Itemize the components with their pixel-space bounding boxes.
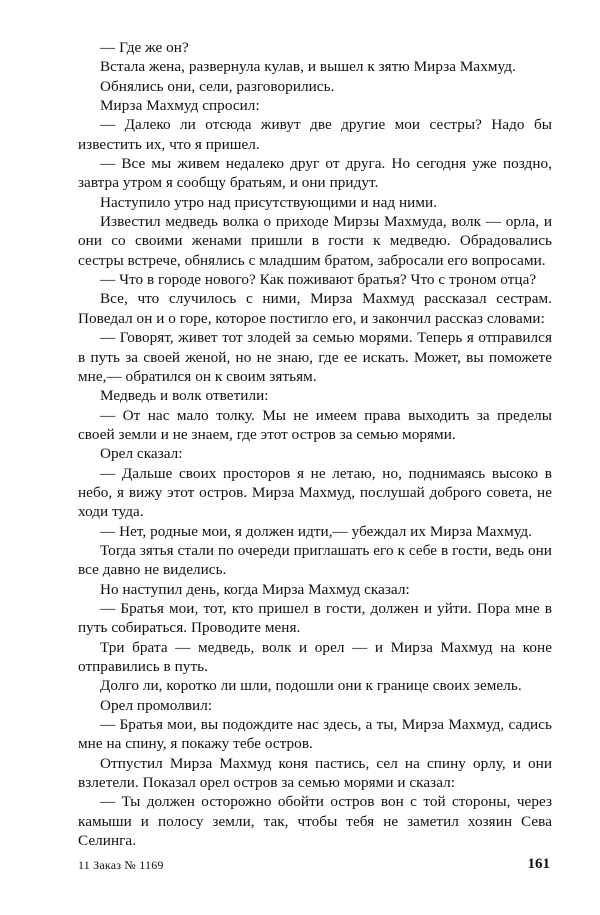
paragraph: — Говорят, живет тот злодей за семью морями. Теперь я отправился в путь за своей женой, но не знаю, где ее искать. Может, вы поможете мне,— обратился он к своим зятьям.	[78, 329, 552, 385]
paragraph: — Что в городе нового? Как поживают братья? Что с троном отца?	[100, 271, 537, 289]
paragraph: Наступило утро над присутствующими и над ними.	[100, 193, 438, 211]
paragraph: — Все мы живем недалеко друг от друга. Но сегодня уже поздно, завтра утром я сообщу братьям, и они придут.	[78, 155, 552, 192]
page-body	[78, 38, 552, 850]
paragraph: Три брата — медведь, волк и орел — и Мирза Махмуд на коне отправились в путь.	[78, 638, 552, 675]
paragraph: Обнялись они, сели, разговорились.	[100, 77, 335, 95]
paragraph: Орел сказал:	[100, 445, 183, 463]
paragraph: Встала жена, развернула кулав, и вышел к зятю Мирза Махмуд.	[100, 58, 516, 76]
paragraph: Известил медведь волка о приходе Мирзы Махмуда, волк — орла, и они со своими женами пришли в гости к медведю. Обрадовались сестры встрече, обнялись с младшим братом, забросали его вопросами.	[78, 213, 552, 269]
paragraph: Тогда зятья стали по очереди приглашать его к себе в гости, ведь они все давно не виделись.	[78, 541, 552, 579]
paragraph: Отпустил Мирза Махмуд коня пастись, сел на спину орлу, и они взлетели. Показал орел остров за семью морями и сказал:	[78, 754, 552, 792]
paragraph: — Нет, родные мои, я должен идти,— убеждал их Мирза Махмуд.	[100, 522, 533, 540]
paragraph: Все, что случилось с ними, Мирза Махмуд рассказал сестрам. Поведал он и о горе, которое постигло его, и закончил рассказ словами:	[78, 290, 552, 327]
paragraph: — Братья мои, тот, кто пришел в гости, должен и уйти. Пора мне в путь собираться. Проводите меня.	[78, 599, 552, 637]
page-number: 161	[527, 856, 550, 872]
paragraph: Медведь и волк ответили:	[100, 387, 269, 405]
paragraph: — Ты должен осторожно обойти остров вон с той стороны, через камыши и полосу земли, так, чтобы тебя не заметил хозяин Сева Селинга.	[78, 793, 552, 850]
paragraph: — Дальше своих просторов я не летаю, но, поднимаясь высоко в небо, я вижу этот остров. Мирза Махмуд, послушай доброго совета, не ходи туда.	[78, 464, 552, 521]
page-footer	[78, 858, 552, 878]
printer-signature: 11 Заказ № 1169	[78, 858, 164, 872]
paragraph: — Где же он?	[100, 39, 189, 56]
paragraph: — От нас мало толку. Мы не имеем права выходить за пределы своей земли и не знаем, где этот остров за семью морями.	[78, 406, 552, 443]
paragraph: — Братья мои, вы подождите нас здесь, а ты, Мирза Махмуд, садись мне на спину, я покажу тебе остров.	[78, 716, 552, 753]
paragraph: Долго ли, коротко ли шли, подошли они к границе своих земель.	[100, 677, 522, 695]
paragraph: Но наступил день, когда Мирза Махмуд сказал:	[100, 580, 410, 598]
paragraph: — Далеко ли отсюда живут две другие мои сестры? Надо бы известить их, что я пришел.	[78, 116, 552, 153]
paragraph: Мирза Махмуд спросил:	[100, 97, 260, 115]
paragraph: Орел промолвил:	[100, 696, 213, 714]
